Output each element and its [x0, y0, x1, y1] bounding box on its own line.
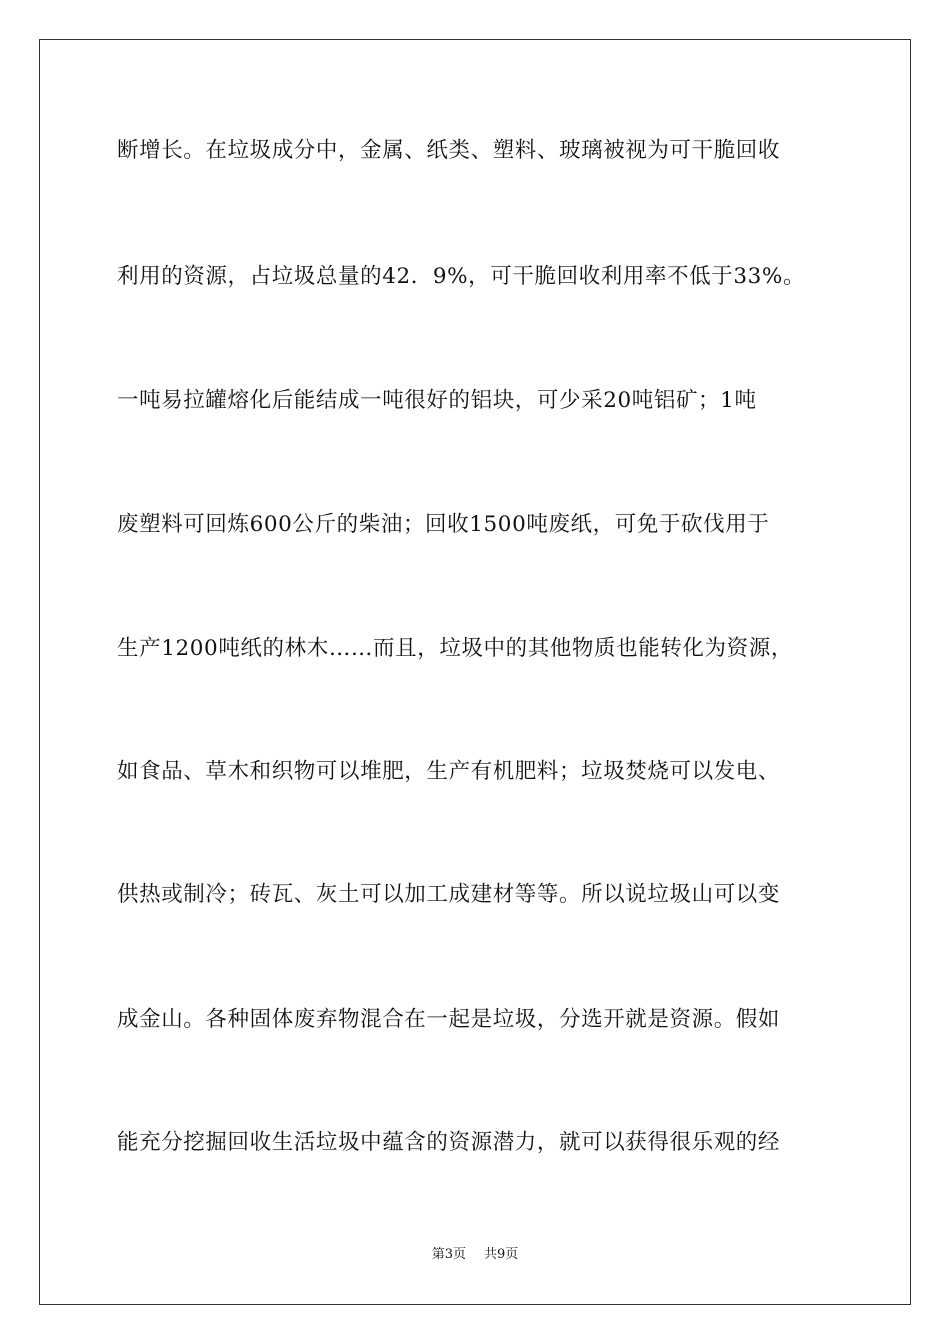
text-line-5: 生产1200吨纸的林木……而且，垃圾中的其他物质也能转化为资源，	[117, 636, 793, 661]
text-line-3: 一吨易拉罐熔化后能结成一吨很好的铝块，可少采20吨铝矿；1吨	[117, 388, 757, 413]
page-border	[39, 39, 911, 1305]
page-total: 共9页	[484, 1247, 519, 1262]
text-line-7: 供热或制冷；砖瓦、灰土可以加工成建材等等。所以说垃圾山可以变	[117, 882, 781, 907]
text-line-6: 如食品、草木和织物可以堆肥，生产有机肥料；垃圾焚烧可以发电、	[117, 759, 781, 784]
text-line-9: 能充分挖掘回收生活垃圾中蕴含的资源潜力，就可以获得很乐观的经	[117, 1130, 781, 1155]
text-line-2: 利用的资源，占垃圾总量的42．9%，可干脆回收利用率不低于33%。	[117, 264, 806, 289]
text-line-1: 断增长。在垃圾成分中，金属、纸类、塑料、玻璃被视为可干脆回收	[117, 138, 781, 163]
text-line-8: 成金山。各种固体废弃物混合在一起是垃圾，分选开就是资源。假如	[117, 1007, 781, 1032]
page-footer	[0, 1246, 950, 1264]
text-line-4: 废塑料可回炼600公斤的柴油；回收1500吨废纸，可免于砍伐用于	[117, 512, 770, 537]
page-number: 第3页	[431, 1247, 466, 1262]
